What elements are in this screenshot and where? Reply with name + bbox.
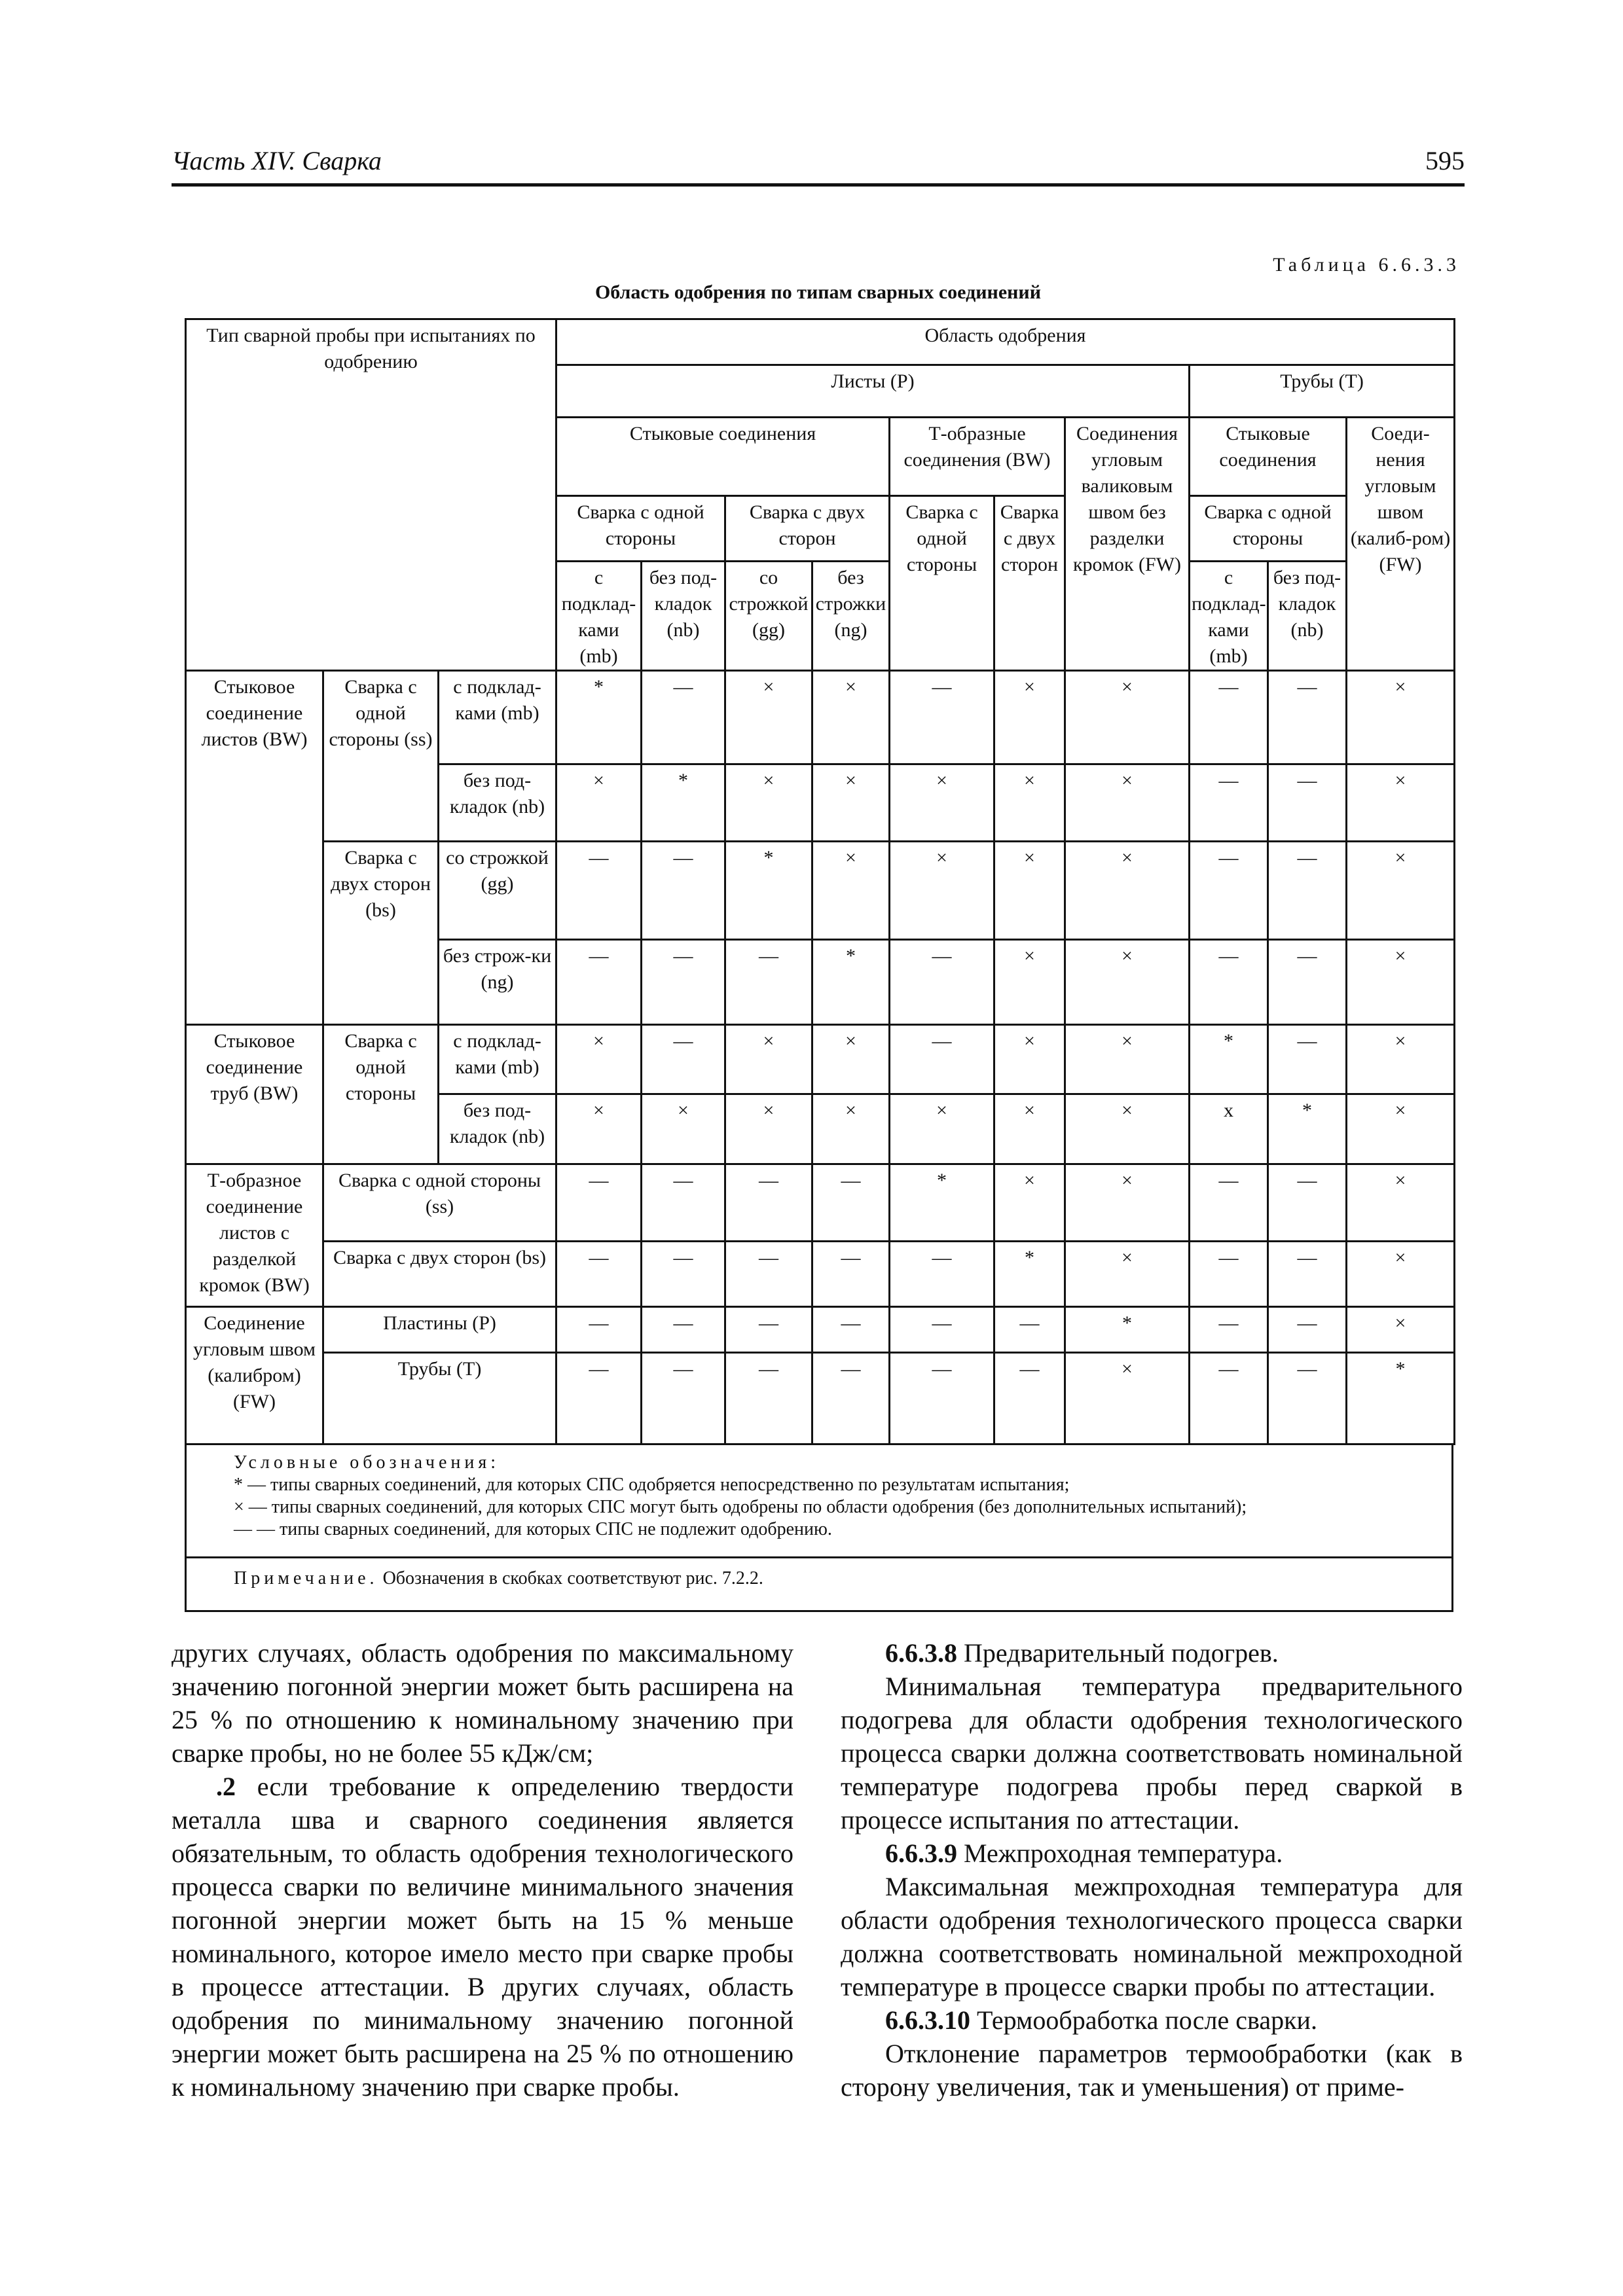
cell: × bbox=[1347, 1242, 1455, 1307]
cell: * bbox=[1347, 1353, 1455, 1444]
cell: — bbox=[1190, 1307, 1268, 1353]
cell: × bbox=[725, 1025, 812, 1094]
cell: × bbox=[1347, 1307, 1455, 1353]
cell: — bbox=[890, 1353, 994, 1444]
cell: × bbox=[1347, 671, 1455, 764]
cell: × bbox=[890, 1094, 994, 1164]
cell: * bbox=[1190, 1025, 1268, 1094]
cell: — bbox=[1190, 671, 1268, 764]
note-label: Примечание. bbox=[234, 1568, 378, 1588]
cell: — bbox=[556, 1353, 642, 1444]
right-column bbox=[841, 1636, 1463, 2104]
row-label: без под-кладок (nb) bbox=[439, 1094, 556, 1164]
one-side-header: Сварка с одной стороны bbox=[556, 496, 725, 562]
cell: — bbox=[556, 1242, 642, 1307]
col-pipe-nb: без под-кладок (nb) bbox=[1268, 562, 1347, 671]
table-row bbox=[186, 671, 1455, 764]
cell: × bbox=[994, 671, 1065, 764]
cell: × bbox=[994, 1094, 1065, 1164]
pipes-header: Трубы (T) bbox=[1190, 365, 1455, 418]
cell: — bbox=[642, 1307, 725, 1353]
cell: × bbox=[994, 842, 1065, 940]
cell: — bbox=[642, 940, 725, 1025]
cell: — bbox=[725, 1353, 812, 1444]
table-row bbox=[186, 842, 1455, 940]
group-label: Соединение угловым швом (калибром) (FW) bbox=[186, 1307, 323, 1444]
cell: — bbox=[725, 1164, 812, 1242]
section-title: Термообработка после сварки. bbox=[970, 2005, 1317, 2035]
cell: × bbox=[1065, 1353, 1190, 1444]
group-label: Т-образное соединение листов с разделкой кромок (BW) bbox=[186, 1164, 323, 1307]
left-column bbox=[172, 1636, 793, 2104]
cell: × bbox=[556, 764, 642, 842]
test-type-header: Тип сварной пробы при испытаниях по одобрению bbox=[186, 319, 556, 671]
cell: × bbox=[1347, 1094, 1455, 1164]
row-label: Трубы (T) bbox=[323, 1353, 556, 1444]
cell: * bbox=[1268, 1094, 1347, 1164]
paragraph-text: если требование к определению твердости металла шва и сварного соединения является обязательным, то область одобрения технологического процесса сварки по величине минимального значения погонной энергии может быть на 15 % меньше номинального, которое имело место при сварке пробы в процессе аттестации. В других случаях, область одобрения по минимальному значению погонной энергии может быть расширена на 25 % по отношению к номинальному значению при сварке пробы. bbox=[172, 1772, 793, 2102]
subgroup-label: Сварка с одной стороны (ss) bbox=[323, 671, 439, 842]
t-one-side-header: Сварка с одной стороны bbox=[890, 496, 994, 671]
cell: — bbox=[725, 1307, 812, 1353]
cell: * bbox=[994, 1242, 1065, 1307]
item-number: .2 bbox=[216, 1772, 236, 1801]
cell: x bbox=[1190, 1094, 1268, 1164]
row-label: с подклад-ками (mb) bbox=[439, 671, 556, 764]
cell: × bbox=[556, 1094, 642, 1164]
running-header bbox=[172, 145, 1465, 187]
approval-table bbox=[185, 318, 1453, 1598]
row-label: без под-кладок (nb) bbox=[439, 764, 556, 842]
cell: — bbox=[890, 671, 994, 764]
col-pipe-mb: с подклад-ками (mb) bbox=[1190, 562, 1268, 671]
cell: × bbox=[725, 764, 812, 842]
cell: — bbox=[1268, 764, 1347, 842]
row-label: Пластины (P) bbox=[323, 1307, 556, 1353]
row-label: Сварка с двух сторон (bs) bbox=[323, 1242, 556, 1307]
cell: × bbox=[725, 671, 812, 764]
cell: × bbox=[994, 764, 1065, 842]
cell: — bbox=[725, 940, 812, 1025]
note-text: Обозначения в скобках соответствуют рис. 7.2.2. bbox=[378, 1568, 763, 1588]
cell: — bbox=[1268, 1164, 1347, 1242]
cell: × bbox=[725, 1094, 812, 1164]
cell: × bbox=[1347, 842, 1455, 940]
legend-item: * — типы сварных соединений, для которых СПС одобряется непосредственно по результатам испытания; bbox=[234, 1475, 1070, 1495]
section-number: 6.6.3.8 bbox=[885, 1638, 957, 1668]
cell: — bbox=[1268, 1025, 1347, 1094]
butt-joints-header: Стыковые соединения bbox=[556, 418, 890, 496]
pipe-butt-header: Стыковые соединения bbox=[1190, 418, 1347, 496]
cell: — bbox=[642, 1025, 725, 1094]
table-row bbox=[186, 1164, 1455, 1242]
paragraph: Отклонение параметров термообработки (как в сторону увеличения, так и уменьшения) от приме- bbox=[841, 2039, 1463, 2102]
cell: × bbox=[1065, 940, 1190, 1025]
cell: × bbox=[1065, 1094, 1190, 1164]
cell: — bbox=[642, 842, 725, 940]
cell: — bbox=[1190, 842, 1268, 940]
col-ng: без строжки (ng) bbox=[812, 562, 890, 671]
cell: — bbox=[812, 1353, 890, 1444]
approval-grid bbox=[185, 318, 1455, 1445]
cell: — bbox=[556, 1307, 642, 1353]
cell: — bbox=[642, 1242, 725, 1307]
cell: — bbox=[556, 842, 642, 940]
table-title: Область одобрения по типам сварных соединений bbox=[594, 281, 1042, 303]
cell: — bbox=[812, 1164, 890, 1242]
cell: × bbox=[890, 764, 994, 842]
section-heading bbox=[841, 1837, 1463, 1870]
cell: — bbox=[1190, 1353, 1268, 1444]
subgroup-label: Сварка с двух сторон (bs) bbox=[323, 842, 439, 1025]
cell: — bbox=[642, 1353, 725, 1444]
cell: × bbox=[642, 1094, 725, 1164]
paragraph bbox=[172, 1770, 793, 2104]
table-number: Таблица 6.6.3.3 bbox=[1273, 254, 1460, 276]
cell: × bbox=[1065, 1164, 1190, 1242]
subgroup-label: Сварка с одной стороны bbox=[323, 1025, 439, 1164]
cell: — bbox=[890, 1307, 994, 1353]
cell: — bbox=[994, 1307, 1065, 1353]
cell: — bbox=[994, 1353, 1065, 1444]
table-legend bbox=[185, 1445, 1453, 1612]
section-number: 6.6.3.9 bbox=[885, 1839, 957, 1868]
paragraph: Максимальная межпроходная температура для области одобрения технологического процесса сварки должна соответствовать номинальной межпроходной температуре в процессе сварки пробы по аттестации. bbox=[841, 1872, 1463, 2001]
cell: * bbox=[725, 842, 812, 940]
legend-item: — — типы сварных соединений, для которых СПС не подлежит одобрению. bbox=[234, 1519, 832, 1539]
cell: — bbox=[556, 940, 642, 1025]
cell: × bbox=[1065, 1025, 1190, 1094]
cell: — bbox=[1268, 1242, 1347, 1307]
cell: — bbox=[1190, 764, 1268, 842]
cell: — bbox=[556, 1164, 642, 1242]
paragraph: других случаях, область одобрения по максимальному значению погонной энергии может быть расширена на 25 % по отношению к номинальному значению при сварке пробы, но не более 55 кДж/см; bbox=[172, 1638, 793, 1768]
fillet-sheets-header: Соединения угловым валиковым швом без разделки кромок (FW) bbox=[1065, 418, 1190, 671]
cell: — bbox=[1190, 1242, 1268, 1307]
t-two-sides-header: Сварка с двух сторон bbox=[994, 496, 1065, 671]
cell: — bbox=[812, 1242, 890, 1307]
group-label: Стыковое соединение листов (BW) bbox=[186, 671, 323, 1025]
page-number: 595 bbox=[1425, 146, 1465, 175]
cell: × bbox=[556, 1025, 642, 1094]
cell: × bbox=[812, 764, 890, 842]
group-label: Стыковое соединение труб (BW) bbox=[186, 1025, 323, 1164]
section-heading bbox=[841, 1636, 1463, 1670]
legend-heading: Условные обозначения: bbox=[234, 1452, 500, 1473]
section-title: Межпроходная температура. bbox=[957, 1839, 1283, 1868]
cell: — bbox=[1268, 1307, 1347, 1353]
cell: × bbox=[994, 1025, 1065, 1094]
cell: × bbox=[1065, 1242, 1190, 1307]
cell: × bbox=[812, 671, 890, 764]
cell: — bbox=[1190, 1164, 1268, 1242]
cell: — bbox=[1268, 1353, 1347, 1444]
cell: × bbox=[1347, 1164, 1455, 1242]
cell: × bbox=[1347, 764, 1455, 842]
cell: × bbox=[1065, 842, 1190, 940]
table-row bbox=[186, 1307, 1455, 1353]
cell: — bbox=[890, 940, 994, 1025]
pipe-one-side-header: Сварка с одной стороны bbox=[1190, 496, 1347, 562]
sheets-header: Листы (P) bbox=[556, 365, 1190, 418]
cell: * bbox=[812, 940, 890, 1025]
col-gg: со строжкой (gg) bbox=[725, 562, 812, 671]
cell: — bbox=[890, 1025, 994, 1094]
cell: — bbox=[1268, 940, 1347, 1025]
row-label: Сварка с одной стороны (ss) bbox=[323, 1164, 556, 1242]
cell: * bbox=[556, 671, 642, 764]
cell: — bbox=[1268, 671, 1347, 764]
row-label: со строжкой (gg) bbox=[439, 842, 556, 940]
col-nb: без под-кладок (nb) bbox=[642, 562, 725, 671]
cell: * bbox=[1065, 1307, 1190, 1353]
cell: × bbox=[812, 842, 890, 940]
cell: — bbox=[725, 1242, 812, 1307]
cell: × bbox=[1347, 1025, 1455, 1094]
cell: × bbox=[994, 940, 1065, 1025]
cell: × bbox=[812, 1025, 890, 1094]
pipe-fillet-header: Соеди-нения угловым швом (калиб-ром) (FW) bbox=[1347, 418, 1455, 671]
t-joints-header: Т-образные соединения (BW) bbox=[890, 418, 1065, 496]
row-label: с подклад-ками (mb) bbox=[439, 1025, 556, 1094]
cell: — bbox=[890, 1242, 994, 1307]
two-sides-header: Сварка с двух сторон bbox=[725, 496, 890, 562]
paragraph: Минимальная температура предварительного подогрева для области одобрения технологического процесса сварки должна соответствовать номинальной температуре подогрева пробы перед сваркой в процессе испытания по аттестации. bbox=[841, 1672, 1463, 1835]
section-title: Предварительный подогрев. bbox=[957, 1638, 1279, 1668]
running-title: Часть XIV. Сварка bbox=[172, 146, 382, 175]
cell: × bbox=[994, 1164, 1065, 1242]
section-heading bbox=[841, 2003, 1463, 2037]
cell: × bbox=[1065, 764, 1190, 842]
table-row bbox=[186, 1025, 1455, 1094]
section-number: 6.6.3.10 bbox=[885, 2005, 970, 2035]
cell: × bbox=[1347, 940, 1455, 1025]
cell: — bbox=[642, 1164, 725, 1242]
cell: — bbox=[1190, 940, 1268, 1025]
cell: — bbox=[812, 1307, 890, 1353]
cell: × bbox=[812, 1094, 890, 1164]
cell: * bbox=[642, 764, 725, 842]
table-row bbox=[186, 1242, 1455, 1307]
cell: — bbox=[642, 671, 725, 764]
legend-item: × — типы сварных соединений, для которых СПС могут быть одобрены по области одобрения (без дополнительных испытаний); bbox=[234, 1497, 1247, 1517]
cell: × bbox=[1065, 671, 1190, 764]
cell: × bbox=[890, 842, 994, 940]
cell: — bbox=[1268, 842, 1347, 940]
table-row bbox=[186, 1353, 1455, 1444]
row-label: без строж-ки (ng) bbox=[439, 940, 556, 1025]
cell: * bbox=[890, 1164, 994, 1242]
table-note bbox=[187, 1556, 1451, 1590]
approval-area-header: Область одобрения bbox=[556, 319, 1455, 365]
col-mb: с подклад-ками (mb) bbox=[556, 562, 642, 671]
